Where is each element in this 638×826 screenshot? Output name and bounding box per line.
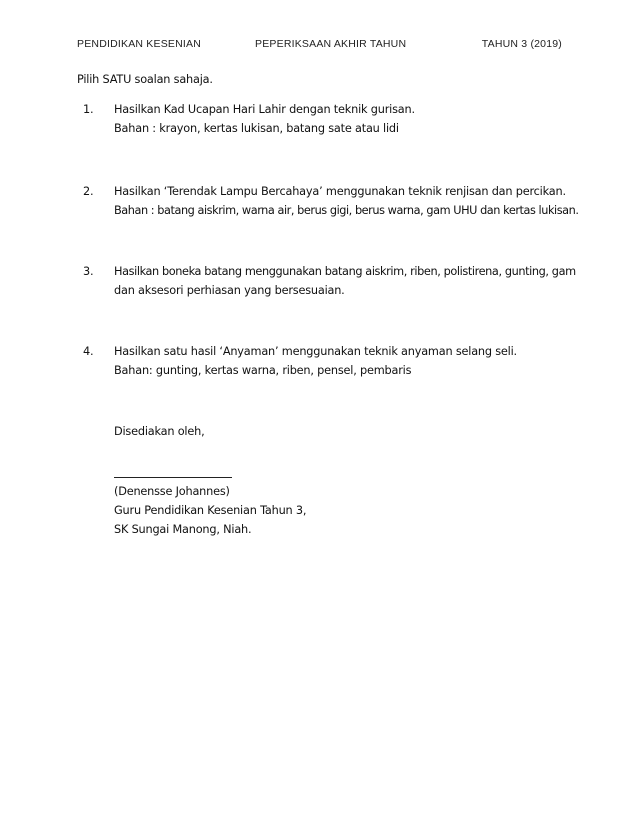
signature-block xyxy=(114,422,567,539)
question-3 xyxy=(77,262,576,300)
question-text: Hasilkan satu hasil ‘Anyaman’ menggunakan teknik anyaman selang seli. xyxy=(114,345,517,358)
question-2 xyxy=(77,182,579,220)
question-text-continued: dan aksesori perhiasan yang bersesuaian. xyxy=(114,284,345,297)
question-number: 4. xyxy=(83,345,94,358)
question-1 xyxy=(77,100,567,138)
question-number: 2. xyxy=(83,185,94,198)
question-text: Hasilkan ‘Terendak Lampu Bercahaya’ menggunakan teknik renjisan dan percikan. xyxy=(114,185,566,198)
question-body xyxy=(114,342,567,380)
question-body xyxy=(114,262,576,300)
page-header xyxy=(0,38,638,54)
signature-line xyxy=(114,463,232,478)
document-body xyxy=(77,70,579,539)
question-body xyxy=(114,182,578,220)
question-text: Hasilkan boneka batang menggunakan batang aiskrim, riben, polistirena, gunting, gam xyxy=(114,265,576,278)
header-exam-title: PEPERIKSAAN AKHIR TAHUN xyxy=(255,38,407,50)
instruction-text: Pilih SATU soalan sahaja. xyxy=(77,73,213,86)
school-name: SK Sungai Manong, Niah. xyxy=(114,523,252,536)
teacher-title: Guru Pendidikan Kesenian Tahun 3, xyxy=(114,504,307,517)
teacher-name: (Denensse Johannes) xyxy=(114,485,230,498)
header-subject: PENDIDIKAN KESENIAN xyxy=(77,38,201,50)
question-body xyxy=(114,100,567,138)
header-year: TAHUN 3 (2019) xyxy=(481,38,562,50)
question-materials: Bahan : batang aiskrim, warna air, berus gigi, berus warna, gam UHU dan kertas lukisan. xyxy=(114,204,579,217)
question-text: Hasilkan Kad Ucapan Hari Lahir dengan teknik gurisan. xyxy=(114,103,415,116)
question-number: 1. xyxy=(83,103,94,116)
question-number: 3. xyxy=(83,265,94,278)
question-4 xyxy=(77,342,567,380)
question-materials: Bahan : krayon, kertas lukisan, batang sate atau lidi xyxy=(114,122,399,135)
prepared-by-label: Disediakan oleh, xyxy=(114,425,205,438)
question-materials: Bahan: gunting, kertas warna, riben, pensel, pembaris xyxy=(114,364,412,377)
